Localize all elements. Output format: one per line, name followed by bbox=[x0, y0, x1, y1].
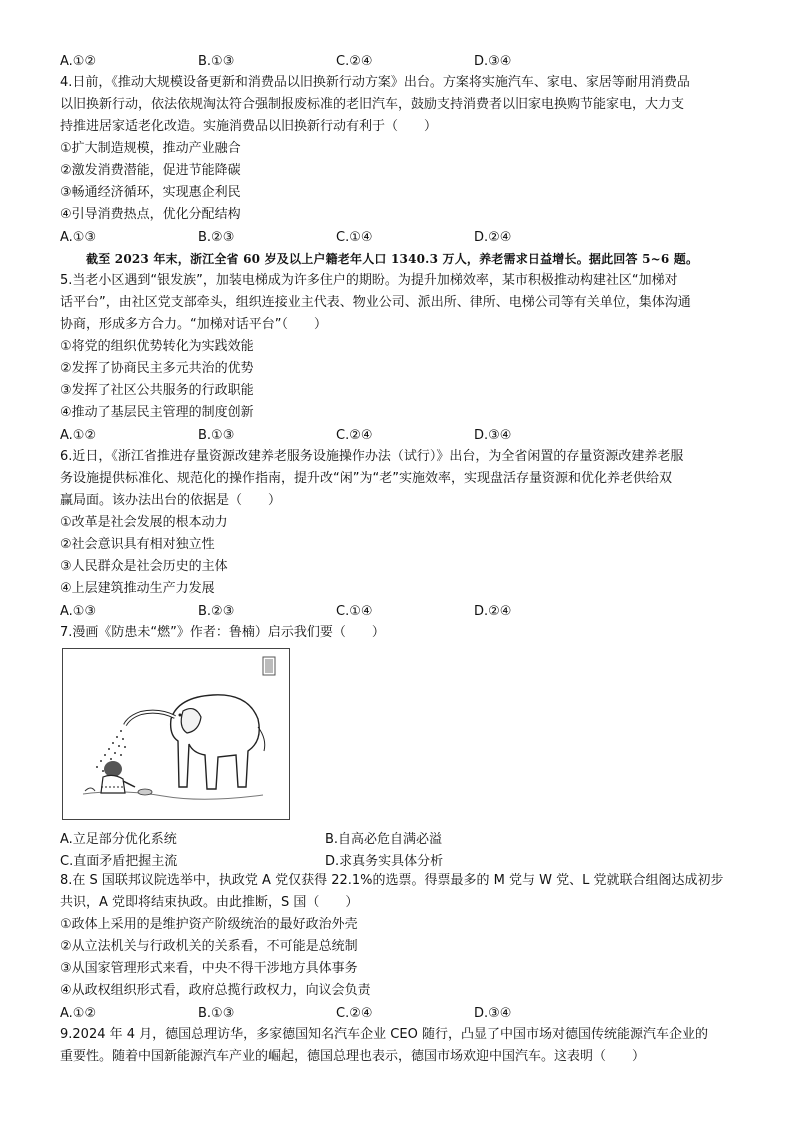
q9-stem-line: 重要性。随着中国新能源汽车产业的崛起，德国总理也表示，德国市场欢迎中国汽车。这表明（ ） bbox=[60, 1049, 646, 1064]
option-d: D.求真务实具体分析 bbox=[325, 853, 444, 869]
option-a: A.①③ bbox=[60, 229, 97, 245]
q6-item: ③人民群众是社会历史的主体 bbox=[60, 559, 228, 574]
option-d: D.③④ bbox=[474, 427, 512, 443]
q6-item: ④上层建筑推动生产力发展 bbox=[60, 581, 215, 596]
q4-item: ②激发消费潜能，促进节能降碳 bbox=[60, 163, 241, 178]
question-4 bbox=[60, 72, 744, 248]
option-d: D.③④ bbox=[474, 1005, 512, 1021]
cartoon-elephant-spraying-water-on-caveman-icon bbox=[62, 648, 290, 820]
question-6 bbox=[60, 446, 744, 622]
q7-stem: 7.漫画《防患未“燃”》作者：鲁楠）启示我们要（ ） bbox=[60, 625, 385, 640]
option-c: C.②④ bbox=[336, 53, 373, 69]
option-a: A.①② bbox=[60, 53, 97, 69]
q6-stem-line: 6.近日，《浙江省推进存量资源改建养老服务设施操作办法（试行）》出台，为全省闲置的存量资源改建养老服 bbox=[60, 449, 684, 464]
q6-options bbox=[60, 600, 744, 622]
q8-stem-line: 共识，A 党即将结束执政。由此推断，S 国（ ） bbox=[60, 895, 359, 910]
q7-options-row-2 bbox=[60, 848, 744, 870]
q5-item: ②发挥了协商民主多元共治的优势 bbox=[60, 361, 254, 376]
q5-options bbox=[60, 424, 744, 446]
q8-item: ③从国家管理形式来看，中央不得干涉地方具体事务 bbox=[60, 961, 358, 976]
q5-item: ①将党的组织优势转化为实践效能 bbox=[60, 339, 254, 354]
q8-item: ①政体上采用的是维护资产阶级统治的最好政治外壳 bbox=[60, 917, 358, 932]
q4-options bbox=[60, 226, 744, 248]
option-a: A.①② bbox=[60, 1005, 97, 1021]
option-c: C.②④ bbox=[336, 1005, 373, 1021]
q6-stem-line: 赢局面。该办法出台的依据是（ ） bbox=[60, 493, 282, 508]
q4-item: ④引导消费热点，优化分配结构 bbox=[60, 207, 241, 222]
option-c: C.①④ bbox=[336, 603, 373, 619]
q4-stem-line: 4.日前，《推动大规模设备更新和消费品以旧换新行动方案》出台。方案将实施汽车、家电、家居等耐用消费品 bbox=[60, 75, 690, 90]
q8-item: ②从立法机关与行政机关的关系看，不可能是总统制 bbox=[60, 939, 358, 954]
q4-item: ③畅通经济循环，实现惠企利民 bbox=[60, 185, 241, 200]
q7-options-row-1 bbox=[60, 826, 744, 848]
q5-stem-line: 协商，形成多方合力。“加梯对话平台”（ ） bbox=[60, 317, 327, 332]
q5-stem-line: 话平台”，由社区党支部牵头，组织连接业主代表、物业公司、派出所、律所、电梯公司等有关单位，集体沟通 bbox=[60, 295, 691, 310]
option-b: B.①③ bbox=[198, 53, 235, 69]
q5-item: ④推动了基层民主管理的制度创新 bbox=[60, 405, 254, 420]
option-b: B.自高必危自满必溢 bbox=[325, 831, 443, 847]
q6-item: ②社会意识具有相对独立性 bbox=[60, 537, 215, 552]
q8-options bbox=[60, 1002, 744, 1024]
option-d: D.②④ bbox=[474, 603, 512, 619]
option-b: B.②③ bbox=[198, 229, 235, 245]
option-a: A.①③ bbox=[60, 603, 97, 619]
q4-item: ①扩大制造规模，推动产业融合 bbox=[60, 141, 241, 156]
option-b: B.①③ bbox=[198, 427, 235, 443]
q4-stem-line: 以旧换新行动，依法依规淘汰符合强制报废标准的老旧汽车，鼓励支持消费者以旧家电换购节能家电，大力支 bbox=[60, 97, 685, 112]
material-intro-5-6: 截至 2023 年末，浙江全省 60 岁及以上户籍老年人口 1340.3 万人，养老需求日益增长。据此回答 5~6 题。 bbox=[86, 252, 699, 266]
option-c: C.②④ bbox=[336, 427, 373, 443]
q6-item: ①改革是社会发展的根本动力 bbox=[60, 515, 228, 530]
exam-page bbox=[60, 50, 744, 1068]
q6-stem-line: 务设施提供标准化、规范化的操作指南，提升改“闲”为“老”实施效率，实现盘活存量资源和优化养老供给双 bbox=[60, 471, 672, 486]
q4-stem-line: 持推进居家适老化改造。实施消费品以旧换新行动有利于（ ） bbox=[60, 119, 438, 134]
option-a: A.立足部分优化系统 bbox=[60, 831, 177, 847]
option-a: A.①② bbox=[60, 427, 97, 443]
question-5 bbox=[60, 270, 744, 446]
q9-stem-line: 9.2024 年 4 月，德国总理访华，多家德国知名汽车企业 CEO 随行，凸显了中国市场对德国传统能源汽车企业的 bbox=[60, 1027, 708, 1042]
q8-stem-line: 8.在 S 国联邦议院选举中，执政党 A 党仅获得 22.1%的选票。得票最多的 M 党与 W 党、L 党就联合组阁达成初步 bbox=[60, 873, 724, 888]
option-c: C.①④ bbox=[336, 229, 373, 245]
question-9 bbox=[60, 1024, 744, 1068]
question-8 bbox=[60, 870, 744, 1024]
q5-item: ③发挥了社区公共服务的行政职能 bbox=[60, 383, 254, 398]
q3-options bbox=[60, 50, 744, 72]
option-d: D.③④ bbox=[474, 53, 512, 69]
option-b: B.①③ bbox=[198, 1005, 235, 1021]
option-d: D.②④ bbox=[474, 229, 512, 245]
q8-item: ④从政权组织形式看，政府总揽行政权力，向议会负责 bbox=[60, 983, 371, 998]
option-c: C.直面矛盾把握主流 bbox=[60, 853, 178, 869]
question-7 bbox=[60, 622, 744, 870]
q5-stem-line: 5.当老小区遇到“银发族”，加装电梯成为许多住户的期盼。为提升加梯效率，某市积极推动构建社区“加梯对 bbox=[60, 273, 678, 288]
option-b: B.②③ bbox=[198, 603, 235, 619]
